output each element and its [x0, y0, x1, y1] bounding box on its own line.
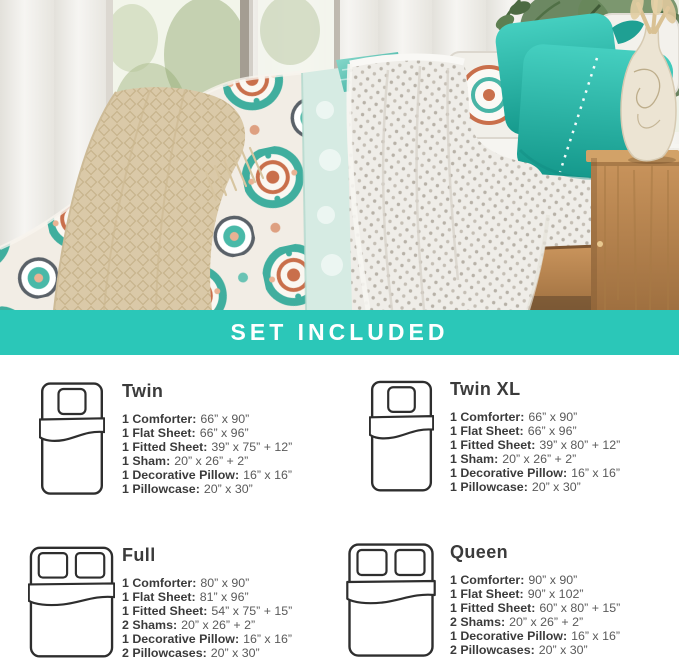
- spec-item: 1 Flat Sheet: 90” x 102”: [450, 586, 584, 601]
- spec-item: 1 Pillowcase: 20” x 30”: [450, 479, 581, 494]
- full-specs: [122, 545, 292, 660]
- spec-item: 1 Sham: 20” x 26” + 2”: [122, 453, 249, 468]
- full-bed-diagram: [28, 546, 115, 658]
- spec-item: 1 Flat Sheet: 81” x 96”: [122, 589, 249, 604]
- size-title: Full: [122, 545, 156, 565]
- spec-item: 2 Shams: 20” x 26” + 2”: [122, 617, 256, 632]
- product-photo: [0, 0, 679, 310]
- spec-item: 1 Decorative Pillow: 16” x 16”: [450, 628, 620, 643]
- spec-item: 1 Flat Sheet: 66” x 96”: [450, 423, 577, 438]
- spec-item: 1 Sham: 20” x 26” + 2”: [450, 451, 577, 466]
- spec-list: [450, 411, 620, 494]
- spec-item: 2 Pillowcases: 20” x 30”: [122, 645, 260, 660]
- spec-list: [122, 413, 292, 496]
- spec-list: [450, 574, 620, 657]
- size-title: Twin XL: [450, 379, 521, 399]
- twin-xl-bed-diagram: [369, 379, 434, 493]
- spec-item: 1 Decorative Pillow: 16” x 16”: [122, 467, 292, 482]
- twin-bed-diagram: [39, 382, 105, 495]
- nightstand: [586, 150, 679, 310]
- size-title: Twin: [122, 381, 164, 401]
- spec-item: 1 Decorative Pillow: 16” x 16”: [122, 631, 292, 646]
- spec-item: 1 Decorative Pillow: 16” x 16”: [450, 465, 620, 480]
- spec-item: 1 Comforter: 90” x 90”: [450, 573, 578, 587]
- queen-bed-diagram: [346, 543, 436, 657]
- spec-item: 1 Fitted Sheet: 39” x 80” + 12”: [450, 437, 621, 452]
- twin-specs: [122, 381, 292, 496]
- spec-item: 1 Fitted Sheet: 60” x 80” + 15”: [450, 600, 621, 615]
- comforter-aqua-border: [302, 67, 352, 310]
- set-included-banner: [0, 310, 679, 355]
- spec-item: 1 Pillowcase: 20” x 30”: [122, 481, 253, 496]
- banner-title: SET INCLUDED: [230, 319, 449, 345]
- spec-item: 1 Fitted Sheet: 39” x 75” + 12”: [122, 439, 293, 454]
- spec-list: [122, 577, 292, 660]
- spec-item: 2 Shams: 20” x 26” + 2”: [450, 614, 584, 629]
- spec-item: 1 Fitted Sheet: 54” x 75” + 15”: [122, 603, 293, 618]
- size-title: Queen: [450, 542, 509, 562]
- queen-specs: [450, 542, 620, 657]
- spec-item: 1 Comforter: 80” x 90”: [122, 576, 250, 590]
- spec-item: 1 Flat Sheet: 66” x 96”: [122, 425, 249, 440]
- spec-item: 2 Pillowcases: 20” x 30”: [450, 642, 588, 657]
- twin-xl-specs: [450, 379, 620, 494]
- spec-item: 1 Comforter: 66” x 90”: [122, 412, 250, 426]
- spec-item: 1 Comforter: 66” x 90”: [450, 410, 578, 424]
- size-specs-section: [0, 355, 679, 662]
